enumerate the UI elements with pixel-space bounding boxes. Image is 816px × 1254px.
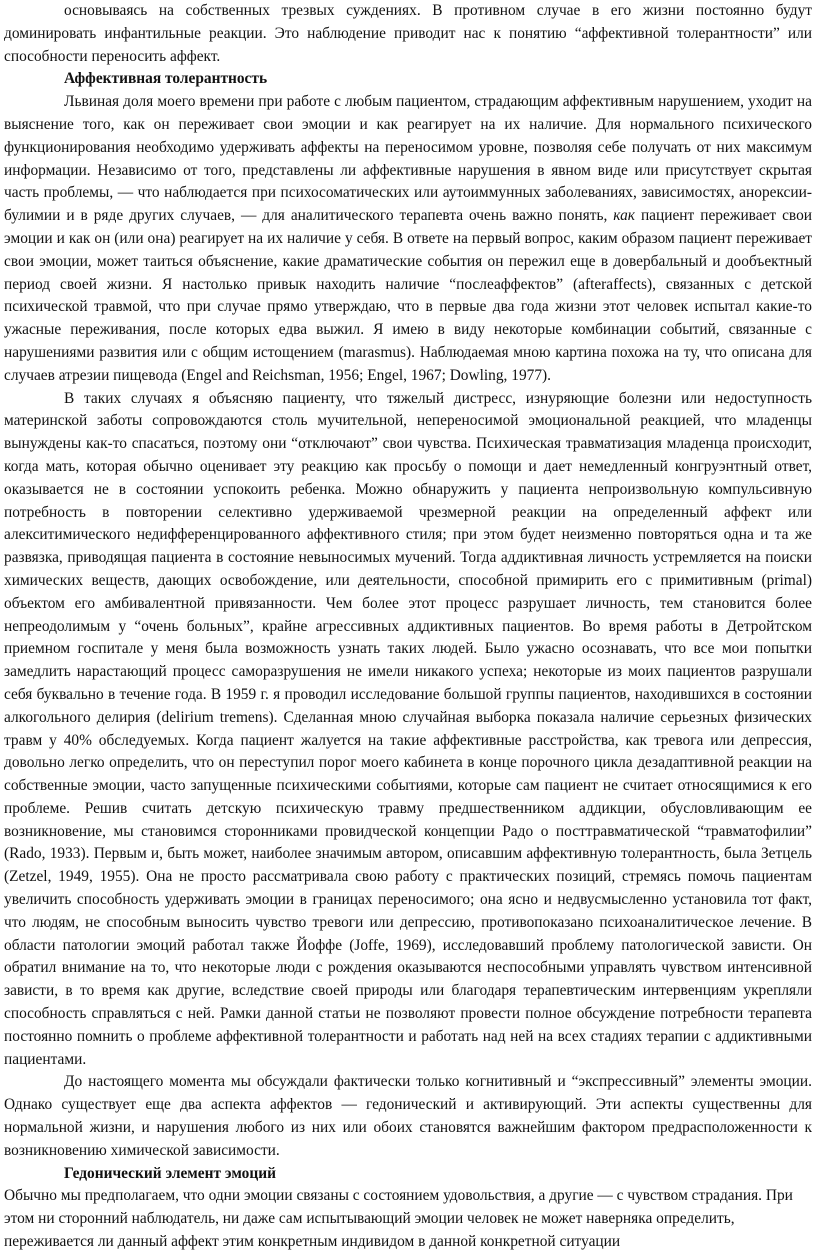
paragraph-affective-tolerance-3: До настоящего момента мы обсуждали фактически только когнитивный и “экспрессивный” элементы эмоции. Однако существует еще два аспекта аффектов — гедонический и активирующий. Эти аспекты существенны для нормальной жизни, и нарушения любого из них или обоих становятся важнейшим фактором предрасположенности к возникновению химической зависимости. [4,1073,812,1159]
heading-hedonic-element: Гедонический элемент эмоций [64,1164,276,1182]
paragraph-affective-tolerance-1 [4,91,812,387]
paragraph-affective-tolerance-2: В таких случаях я объясняю пациенту, что тяжелый дистресс, изнуряющие болезни или недоступность материнской заботы сопровождаются столь мучительной, непереносимой эмоциональной реакцией, что младенцы вынуждены как-то спасаться, поэтому они “отключают” свои чувства. Психическая травматизация младенца происходит, когда мать, которая обычно оценивает эту реакцию как просьбу о помощи и дает немедленный конгруэнтный ответ, оказывается не в состоянии успокоить ребенка. Можно обнаружить у пациента непроизвольную компульсивную потребность в повторении селективно удерживаемой чрезмерной реакции на определенный аффект или алекситимического недифференцированного аффективного стиля; при этом будет неизменно повторяться одна и та же развязка, приводящая пациента в состояние невыносимых мучений. Тогда аддиктивная личность устремляется на поиски химических веществ, дающих освобождение, или деятельности, способной примирить его с примитивным (primal) объектом его амбивалентной привязанности. Чем более этот процесс разрушает личность, тем становится более непреодолимым у “очень больных”, крайне агрессивных аддиктивных пациентов. Во время работы в Детройтском приемном госпитале у меня была возможность узнать таких людей. Было ужасно осознавать, что все мои попытки замедлить нарастающий процесс саморазрушения не имели никакого успеха; некоторые из моих пациентов разрушали себя буквально в течение года. В 1959 г. я проводил исследование большой группы пациентов, находившихся в состоянии алкогольного делирия (delirium tremens). Сделанная мною случайная выборка показала наличие серьезных физических травм у 40% обследуемых. Когда пациент жалуется на такие аффективные расстройства, как тревога или депрессия, довольно легко определить, что он переступил порог моего кабинета в конце порочного цикла дезадаптивной реакции на собственные эмоции, часто запущенные психическими событиями, которые сам пациент не считает относящимися к его проблеме. Решив считать детскую психическую травму предшественником аддикции, обусловливающим ее возникновение, мы становимся сторонниками провидческой концепции Радо о посттравматической “травматофилии” (Rado, 1933). Первым и, быть может, наиболее значимым автором, описавшим аффективную толерантность, была Зетцель (Zetzel, 1949, 1955). Она не просто рассматривала свою работу с практических позиций, стремясь помочь пациентам увеличить способность удерживать эмоции в границах переносимого; она ясно и недвусмысленно установила тот факт, что людям, не способным выносить чувство тревоги или депрессию, противопоказано психоаналитическое лечение. В области патологии эмоций работал также Йоффе (Joffe, 1969), исследовавший проблему патологической зависти. Он обратил внимание на то, что некоторые люди с рождения оказываются неспособными управлять чувством интенсивной зависти, в то время как другие, вследствие своей природы или благодаря терапевтическим интервенциям укрепляли способность справляться с ней. Рамки данной статьи не позволяют провести полное обсуждение потребности терапевта постоянно помнить о проблеме аффективной толерантности и работать над ней на всех стадиях терапии с аддиктивными пациентами. [4,389,812,1068]
emphasis-word: как [613,207,635,225]
paragraph-intro: основываясь на собственных трезвых суждениях. В противном случае в его жизни постоянно будут доминировать инфантильные реакции. Это наблюдение приводит нас к понятию “аффективной толерантности” или способности переносить аффект. [4,2,812,65]
heading-affective-tolerance: Аффективная толерантность [64,70,268,88]
paragraph-hedonic-element: Обычно мы предполагаем, что одни эмоции связаны с состоянием удовольствия, а другие — с чувством страдания. При этом ни сторонний наблюдатель, ни даже сам испытывающий эмоции человек не может наверняка определить, переживается ли данный аффект этим конкретным индивидом в данной конкретной ситуации [4,1187,793,1251]
paragraph-text-part: Львиная доля моего времени при работе с любым пациентом, страдающим аффективным нарушением, уходит на выяснение того, как он переживает свои эмоции и как реагирует на их наличие. Для нормального психического функционирования необходимо удерживать аффекты на переносимом уровне, позволяя себе получать от них максимум информации. Независимо от того, представлены ли аффективные нарушения в явном виде или присутствует скрытая часть проблемы, — что наблюдается при психосоматических или аутоиммунных заболеваниях, зависимостях, анорексии-булимии и в ряде других случаев, — для аналитического терапевта очень важно понять, [4,93,812,225]
paragraph-text-part: пациент переживает свои эмоции и как он (или она) реагирует на их наличие у себя. В ответе на первый вопрос, каким образом пациент переживает свои эмоции, может таиться объяснение, какие драматические события он пережил еще в довербальный и дообъектный период своей жизни. Я настолько привык находить наличие “послеаффектов” (afteraffects), связанных с детской психической травмой, что при случае прямо утверждаю, что в первые два года жизни этот человек испытал какие-то ужасные переживания, после которых едва выжил. Я имею в виду некоторые комбинации событий, связанные с нарушениями развития или с общим истощением (marasmus). Наблюдаемая мною картина похожа на ту, что описана для случаев атрезии пищевода (Engel and Reichsman, 1956; Engel, 1967; Dowling, 1977). [4,207,812,384]
